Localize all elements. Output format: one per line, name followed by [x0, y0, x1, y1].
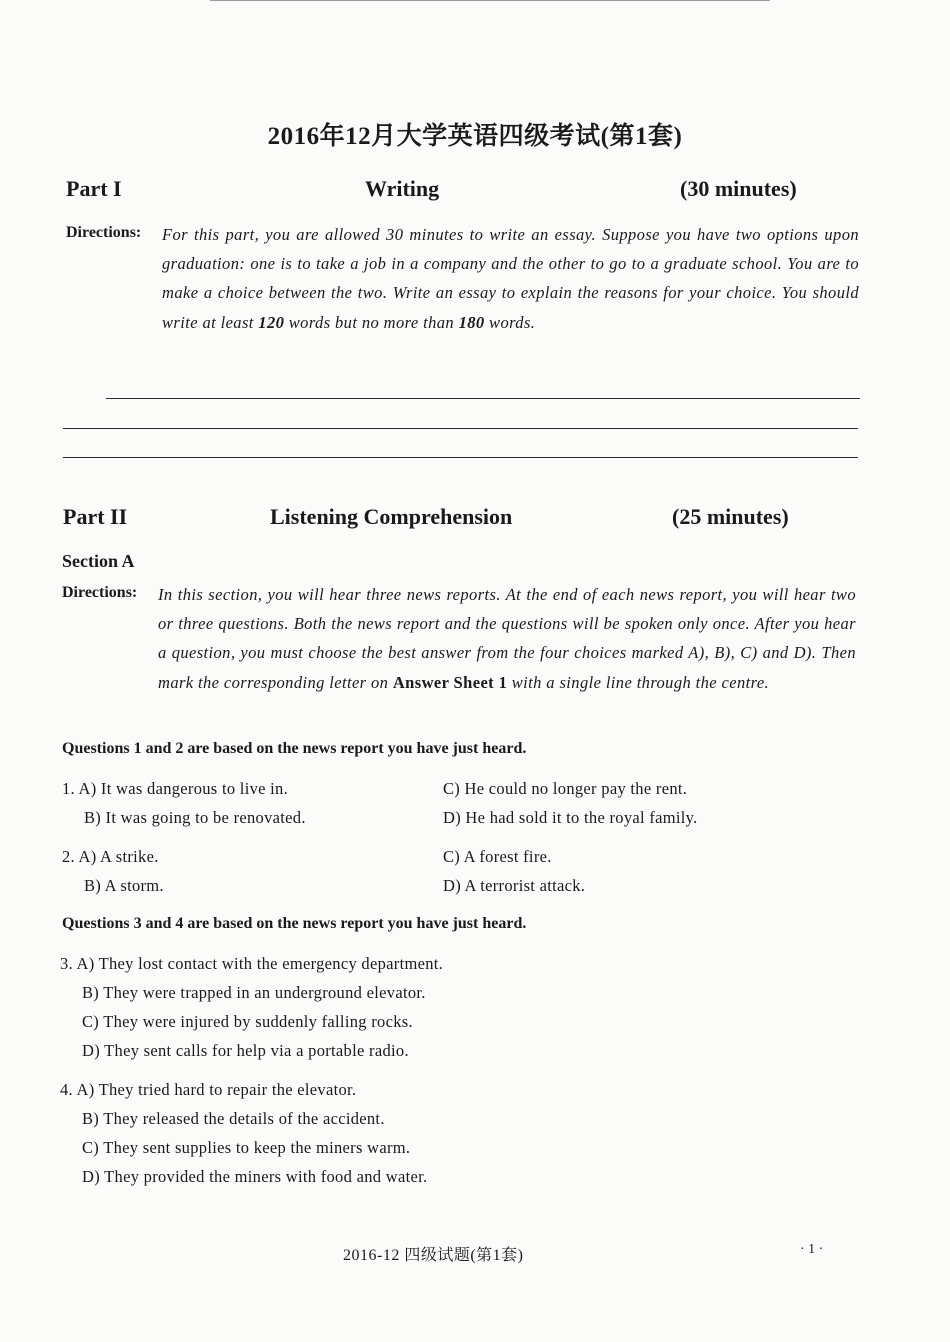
question-group-2-heading: Questions 3 and 4 are based on the news report you have just heard. [62, 915, 527, 932]
q2-option-c: C) A forest fire. [443, 847, 552, 866]
page-number: · 1 · [800, 1242, 824, 1257]
q1-option-b: B) It was going to be renovated. [84, 808, 306, 827]
part2-directions [158, 580, 856, 697]
q1-option-a: 1. A) It was dangerous to live in. [62, 779, 289, 798]
answer-sheet-ref: Answer Sheet 1 [392, 672, 508, 692]
min-words: 120 [258, 312, 285, 332]
part2-header [0, 504, 950, 534]
part1-header [0, 176, 950, 206]
max-words: 180 [458, 312, 485, 332]
part2-directions-end: with a single line through the centre. [507, 672, 770, 692]
writing-line-3 [63, 457, 858, 458]
part2-minutes: (25 minutes) [672, 504, 789, 529]
part2-directions-label: Directions: [62, 584, 138, 601]
part2-directions-text: In this section, you will hear three news reports. At the end of each news report, you will hear two or three questions. Both the news report and the questions will be spoken only once. After you hear a question, you must choose the best answer from the four choices marked A), B), C) and D). Then mark the corresponding letter on [158, 585, 856, 692]
q4-option-c: C) They sent supplies to keep the miners warm. [82, 1138, 411, 1157]
q1-option-c: C) He could no longer pay the rent. [443, 779, 688, 798]
q3-option-a: 3. A) They lost contact with the emergency department. [60, 954, 444, 973]
writing-line-1 [106, 398, 860, 399]
q2-option-a: 2. A) A strike. [62, 847, 159, 866]
part1-number: Part I [66, 176, 122, 201]
q3-option-b: B) They were trapped in an underground elevator. [82, 983, 426, 1002]
exam-title: 2016年12月大学英语四级考试(第1套) [267, 123, 683, 150]
writing-line-2 [63, 428, 858, 429]
q3-option-c: C) They were injured by suddenly falling rocks. [82, 1012, 413, 1031]
part1-directions [162, 220, 859, 337]
q3-option-d: D) They sent calls for help via a portable radio. [82, 1041, 409, 1060]
section-a-heading: Section A [62, 551, 135, 571]
part1-directions-label: Directions: [66, 224, 142, 241]
part1-directions-mid: words but no more than [284, 312, 459, 332]
part1-directions-end: words. [484, 312, 536, 332]
q2-option-b: B) A storm. [84, 876, 164, 895]
part1-minutes: (30 minutes) [680, 176, 797, 201]
q4-option-d: D) They provided the miners with food and water. [82, 1167, 428, 1186]
part1-title: Writing [365, 176, 440, 201]
part2-number: Part II [63, 504, 128, 529]
page-footer: 2016-12 四级试题(第1套) [343, 1247, 524, 1264]
part1-directions-text: For this part, you are allowed 30 minutes to write an essay. Suppose you have two options upon graduation: one is to take a job in a company and the other to go to a graduate school. You are to make a choice between the two. Write an essay to explain the reasons for your choice. You should write at least [162, 225, 859, 332]
q4-option-a: 4. A) They tried hard to repair the elevator. [60, 1080, 357, 1099]
top-edge-rule [210, 0, 770, 1]
q2-option-d: D) A terrorist attack. [443, 876, 586, 895]
question-group-1-heading: Questions 1 and 2 are based on the news report you have just heard. [62, 740, 527, 757]
q1-option-d: D) He had sold it to the royal family. [443, 808, 698, 827]
part2-title: Listening Comprehension [270, 504, 513, 529]
q4-option-b: B) They released the details of the accident. [82, 1109, 385, 1128]
